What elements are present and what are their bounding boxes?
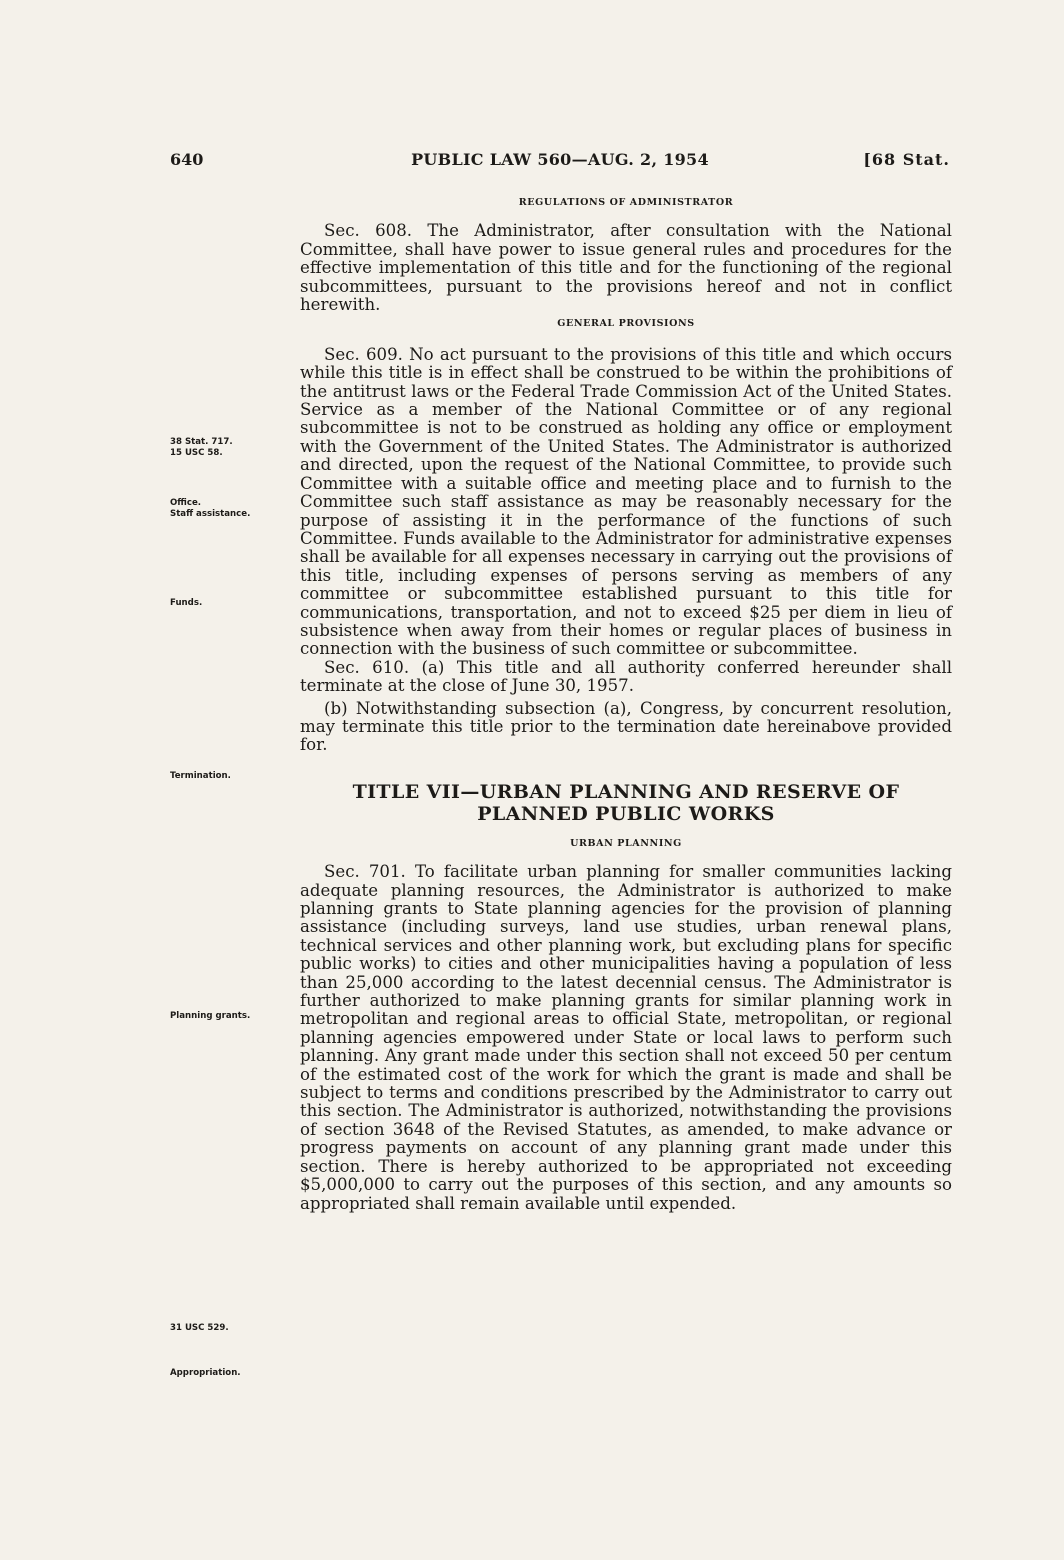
- heading-regulations: REGULATIONS OF ADMINISTRATOR: [518, 197, 734, 208]
- page-header: [170, 150, 950, 174]
- statute-reference: [68 Stat.: [863, 150, 950, 169]
- heading-general-provisions: GENERAL PROVISIONS: [557, 318, 695, 330]
- title-vii-heading: TITLE VII—URBAN PLANNING AND RESERVE OF PLANNED PUBLIC WORKS: [352, 780, 900, 825]
- section-701: Sec. 701. To facilitate urban planning for smaller communities lacking adequate planning resources, the Administrator is authorized to make planning grants to State planning agencies for the provision of planning assistance (including surveys, land use studies, urban renewal plans, technical services and other planning work, but excluding plans for specific public works) to cities and other municipalities having a population of less than 25,000 according to the latest decennial census. The Administrator is further authorized to make planning grants for similar planning work in metropolitan and regional areas to official State, metropolitan, or regional planning agencies empowered under State or local laws to perform such planning. Any grant made under this section shall not exceed 50 per centum of the estimated cost of the work for which the grant is made and shall be subject to terms and conditions prescribed by the Administrator to carry out this section. The Administrator is authorized, notwithstanding the provisions of section 3648 of the Revised Statutes, as amended, to make advance or progress payments on account of any planning grant made under this section. There is hereby authorized to be appropriated not exceeding $5,000,000 to carry out the purposes of this section, and any amounts so appropriated shall remain available until expended.: [300, 862, 952, 1213]
- heading-urban-planning: URBAN PLANNING: [570, 837, 682, 849]
- margin-note-planning-grants: Planning grants.: [170, 1011, 251, 1021]
- page-number: 640: [170, 150, 204, 169]
- section-608: Sec. 608. The Administrator, after consultation with the National Committee, shall have power to issue general rules and procedures for the effective implementation of this title and for the functioning of the regional subcommittees, pursuant to the provisions hereof and not in conflict herewith.: [300, 221, 952, 315]
- margin-note-stat717: 38 Stat. 717. 15 USC 58.: [170, 437, 233, 458]
- document-body: [300, 194, 952, 1213]
- margin-note-funds: Funds.: [170, 598, 203, 608]
- margin-note-termination: Termination.: [170, 771, 231, 781]
- section-610b: (b) Notwithstanding subsection (a), Congress, by concurrent resolution, may terminate this title prior to the termination date hereinabove provided for.: [300, 698, 952, 755]
- section-609: Sec. 609. No act pursuant to the provisions of this title and which occurs while this title is in effect shall be construed to be within the prohibitions of the antitrust laws or the Federal Trade Commission Act of the United States. Service as a member of the National Committee or of any regional subcommittee is not to be construed as holding any office or employment with the Government of the United States. The Administrator is authorized and directed, upon the request of the National Committee, to provide such Committee with a suitable office and meeting place and to furnish to the Committee such staff assistance as may be reasonably necessary for the purpose of assisting it in the performance of the functions of such Committee. Funds available to the Administrator for administrative expenses shall be available for all expenses necessary in carrying out the provisions of this title, including expenses of persons serving as members of any committee or subcommittee established pursuant to this title for communications, transportation, and not to exceed $25 per diem in lieu of subsistence when away from their homes or regular places of business in connection with the business of such committee or subcommittee.: [300, 344, 952, 659]
- margin-note-usc529: 31 USC 529.: [170, 1323, 229, 1333]
- section-610a: Sec. 610. (a) This title and all authority conferred hereunder shall terminate at the close of June 30, 1957.: [300, 657, 952, 696]
- running-head: PUBLIC LAW 560—AUG. 2, 1954: [411, 150, 709, 169]
- margin-note-appropriation: Appropriation.: [170, 1368, 241, 1378]
- margin-note-office: Office. Staff assistance.: [170, 498, 251, 519]
